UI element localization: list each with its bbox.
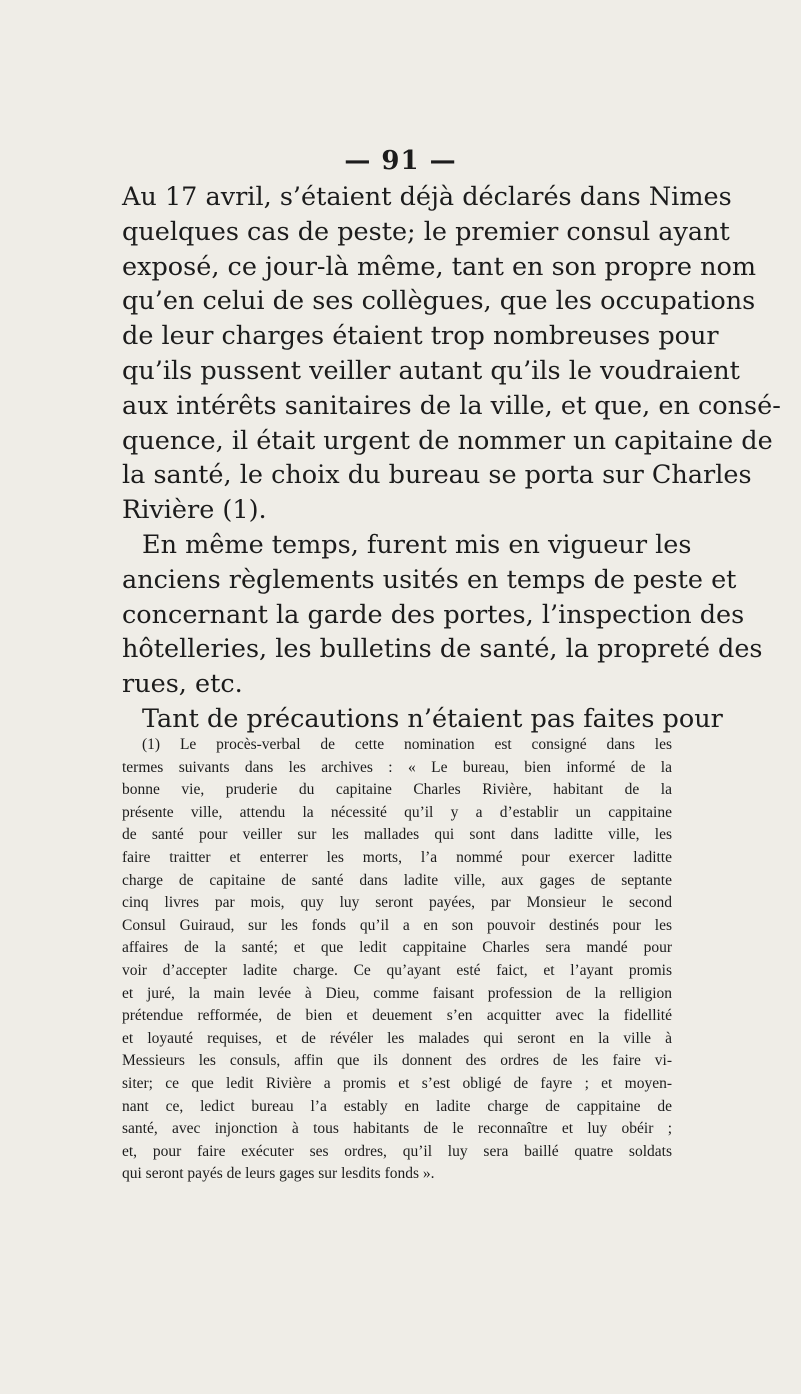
body-line: hôtelleries, les bulletins de santé, la propreté des bbox=[122, 634, 763, 665]
body-line: quence, il était urgent de nommer un capitaine de bbox=[122, 425, 773, 456]
footnote-line: nant ce, ledict bureau l’a estably en ladite charge de cappitaine de bbox=[122, 1097, 672, 1115]
footnote-line: charge de capitaine de santé dans ladite ville, aux gages de septante bbox=[122, 871, 672, 889]
footnote-line: présente ville, attendu la nécessité qu’il y a d’establir un cappitaine bbox=[122, 803, 672, 821]
body-line: qu’ils pussent veiller autant qu’ils le voudraient bbox=[122, 355, 740, 386]
body-line: En même temps, furent mis en vigueur les bbox=[142, 529, 692, 560]
footnote-line: et juré, la main levée à Dieu, comme faisant profession de la relligion bbox=[122, 984, 672, 1002]
body-line: rues, etc. bbox=[122, 669, 243, 700]
body-line: la santé, le choix du bureau se porta sur Charles bbox=[122, 460, 752, 491]
body-line: Rivière (1). bbox=[122, 495, 267, 526]
footnote-line: Messieurs les consuls, affin que ils donnent des ordres de les faire vi- bbox=[122, 1052, 672, 1070]
footnote-line: et, pour faire exécuter ses ordres, qu’il luy sera baillé quatre soldats bbox=[122, 1142, 672, 1160]
footnote-line: santé, avec injonction à tous habitants de le reconnaître et luy obéir ; bbox=[122, 1120, 672, 1138]
footnote-line: voir d’accepter ladite charge. Ce qu’ayant esté faict, et l’ayant promis bbox=[122, 961, 672, 979]
body-line: qu’en celui de ses collègues, que les occupations bbox=[122, 286, 756, 317]
footnote-line: et loyauté requises, et de révéler les malades qui seront en la ville à bbox=[122, 1029, 672, 1047]
footnote-line: de santé pour veiller sur les mallades qui sont dans laditte ville, les bbox=[122, 826, 672, 844]
footnote-line: affaires de la santé; et que ledit cappitaine Charles sera mandé pour bbox=[122, 939, 672, 957]
page-number: — 91 — bbox=[344, 146, 457, 176]
footnote-line: cinq livres par mois, quy luy seront payées, par Monsieur le second bbox=[122, 894, 672, 912]
body-line: Tant de précautions n’étaient pas faites pour bbox=[142, 703, 723, 734]
body-line: quelques cas de peste; le premier consul ayant bbox=[122, 216, 730, 247]
body-line: Au 17 avril, s’étaient déjà déclarés dans Nimes bbox=[122, 182, 732, 212]
body-line: anciens règlements usités en temps de peste et bbox=[122, 564, 737, 595]
footnote-line: siter; ce que ledit Rivière a promis et s’est obligé de fayre ; et moyen- bbox=[122, 1074, 672, 1092]
footnote-line: prétendue refformée, de bien et deuement s’en acquitter avec la fidellité bbox=[122, 1007, 672, 1025]
footnote-line: qui seront payés de leurs gages sur lesdits fonds ». bbox=[122, 1165, 435, 1183]
footnote bbox=[122, 734, 672, 1186]
body-line: de leur charges étaient trop nombreuses pour bbox=[122, 321, 719, 352]
body-line: concernant la garde des portes, l’inspection des bbox=[122, 599, 745, 630]
body-line: aux intérêts sanitaires de la ville, et que, en consé- bbox=[122, 390, 781, 421]
footnote-line: termes suivants dans les archives : « Le bureau, bien informé de la bbox=[122, 758, 672, 776]
footnote-line: Consul Guiraud, sur les fonds qu’il a en son pouvoir destinés pour les bbox=[122, 916, 672, 934]
body-line: exposé, ce jour-là même, tant en son propre nom bbox=[122, 251, 757, 282]
footnote-line: (1) Le procès-verbal de cette nomination est consigné dans les bbox=[142, 736, 672, 753]
footnote-line: faire traitter et enterrer les morts, l’a nommé pour exercer laditte bbox=[122, 848, 672, 866]
footnote-line: bonne vie, pruderie du capitaine Charles Rivière, habitant de la bbox=[122, 781, 672, 799]
main-text bbox=[122, 180, 781, 737]
